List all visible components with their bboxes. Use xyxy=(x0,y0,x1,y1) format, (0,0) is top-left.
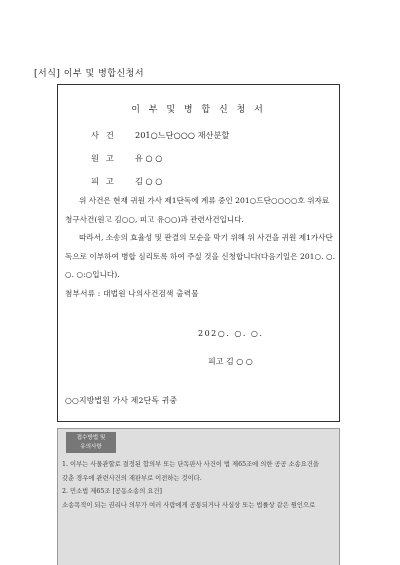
notes-line: 소송목적이 되는 권리나 의무가 여러 사람에게 공통되거나 사실상 또는 법률상 같은 원인으로 xyxy=(62,501,316,509)
notes-panel xyxy=(57,428,340,565)
attachment-line: 첨부서류 : 대법원 나의사건검색 출력물 xyxy=(65,289,199,298)
paragraph-request: 따라서, 소송의 효율성 및 판결의 모순을 막기 위해 위 사건을 귀원 제1가사단독으로 이부하여 병합 심리토록 하여 주실 것을 신청합니다(다음기일은 201○. ○. ○. ○:○입니다). xyxy=(65,233,335,279)
notes-tab xyxy=(66,432,116,453)
application-form xyxy=(57,84,340,422)
notes-text xyxy=(62,458,338,512)
case-label: 사건 xyxy=(91,130,121,140)
case-row xyxy=(91,130,229,141)
paragraph-related-case: 위 사건은 현재 귀원 가사 제1단독에 계류 중인 201○드단○○○○호 위자료청구사건(원고 김○○, 피고 유○○)과 관련사건입니다. xyxy=(65,196,330,224)
notes-line: 2. 민소법 제65조 [공동소송의 요건] xyxy=(62,488,162,495)
filing-date: 202○. ○. ○. xyxy=(198,329,264,338)
notes-line: 갖춘 경우에 관련사건의 재판부로 이전하는 것이다. xyxy=(62,474,202,482)
notes-line: 1. 이부는 사물관할로 결정된 합의부 또는 단독판사 사건이 법 제65조에 의한 공공 소송요건을 xyxy=(62,461,320,468)
court-addressee: ○○지방법원 가사 제2단독 귀중 xyxy=(65,396,178,405)
defendant-value: 김 ○ ○ xyxy=(135,176,163,186)
defendant-label: 피고 xyxy=(91,176,121,186)
notes-tab-line2: 유의사항 xyxy=(80,444,102,450)
plaintiff-row xyxy=(91,153,162,164)
case-value: 201○느단○○○ 재산분할 xyxy=(135,130,230,140)
plaintiff-value: 유 ○ ○ xyxy=(135,153,163,163)
defendant-row xyxy=(91,176,162,187)
plaintiff-label: 원고 xyxy=(91,153,121,163)
notes-tab-line1: 접수방법 및 xyxy=(76,435,106,441)
signer-name: 피고 김 ○ ○ xyxy=(208,357,253,366)
document-title: 이 부 및 병 합 신 청 서 xyxy=(131,105,266,115)
form-label: [서식] 이부 및 병합신청서 xyxy=(34,69,145,79)
